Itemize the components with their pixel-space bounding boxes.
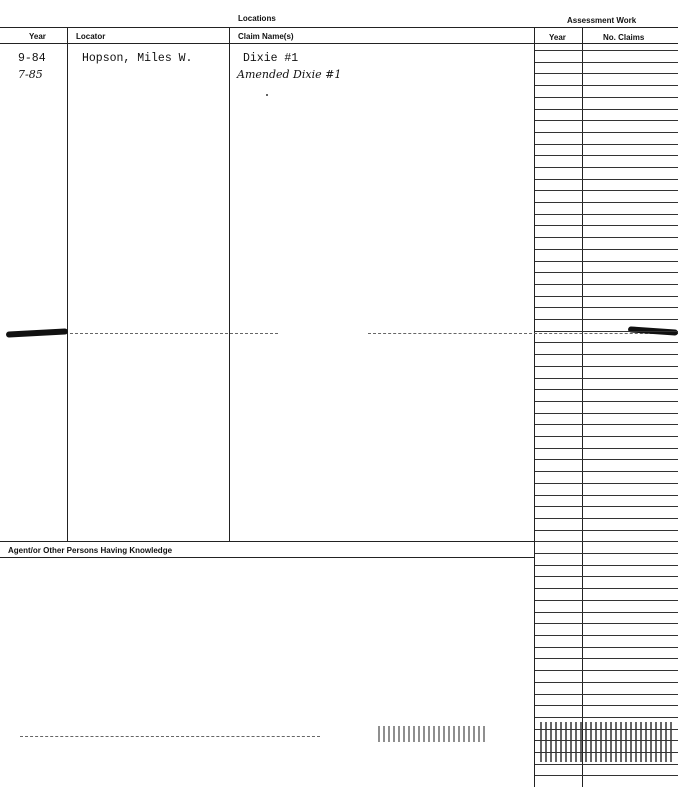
assessment-row-rule (535, 717, 678, 718)
assessment-row-rule (535, 249, 678, 250)
assessment-row-rule (535, 97, 678, 98)
assessment-row-rule (535, 729, 678, 730)
assessment-row-rule (535, 401, 678, 402)
assessment-row-rule (535, 389, 678, 390)
assessment-row-rule (535, 144, 678, 145)
assessment-row-rule (535, 307, 678, 308)
assessment-row-rule (535, 588, 678, 589)
assessment-row-rule (535, 518, 678, 519)
assessment-row-rule (535, 553, 678, 554)
assessment-row-rule (535, 424, 678, 425)
assessment-row-rule (535, 764, 678, 765)
assessment-row-rule (535, 261, 678, 262)
assessment-row-rule (535, 506, 678, 507)
assessment-row-rule (535, 284, 678, 285)
assessment-row-rule (535, 694, 678, 695)
assessment-row-rule (535, 705, 678, 706)
assessment-row-rule (535, 565, 678, 566)
entry-claim-name: Dixie #1 (243, 52, 299, 65)
assessment-row-rule (535, 120, 678, 121)
assessment-row-rule (535, 647, 678, 648)
entry-locator: Hopson, Miles W. (82, 52, 193, 65)
assessment-row-rule (535, 682, 678, 683)
assessment-row-rule (535, 155, 678, 156)
assessment-row-rule (535, 612, 678, 613)
assessment-row-rule (535, 50, 678, 51)
assessment-row-rule (535, 225, 678, 226)
assessment-work-header: Assessment Work (567, 16, 637, 25)
assessment-row-rule (535, 109, 678, 110)
punch-mark-left (6, 328, 68, 337)
entry-claim-handwritten: Amended Dixie #1 (237, 68, 342, 81)
ink-dot (266, 94, 268, 96)
assessment-row-rule (535, 740, 678, 741)
assessment-row-rule (535, 378, 678, 379)
assessment-row-rule (535, 342, 678, 343)
assessment-row-rule (535, 623, 678, 624)
assessment-row-rule (535, 179, 678, 180)
assessment-row-rule (535, 495, 678, 496)
assessment-row-rule (535, 296, 678, 297)
top-rule (0, 27, 678, 28)
assessment-row-rule (535, 752, 678, 753)
assessment-row-rule (535, 202, 678, 203)
assessment-row-rule (535, 600, 678, 601)
assessment-row-rule (535, 541, 678, 542)
locator-column-header: Locator (76, 32, 106, 41)
assessment-row-rule (535, 214, 678, 215)
column-divider-locator (229, 27, 230, 541)
year-column-header: Year (29, 32, 46, 41)
assessment-row-rule (535, 237, 678, 238)
assessment-row-rule (535, 85, 678, 86)
assessment-row-rule (535, 471, 678, 472)
agent-section-header: Agent/or Other Persons Having Knowledge (8, 546, 173, 555)
entry-year-handwritten: 7-85 (18, 68, 43, 81)
assessment-row-rule (535, 319, 678, 320)
assessment-row-rule (535, 530, 678, 531)
assessment-row-rule (535, 775, 678, 776)
assessment-row-rule (535, 62, 678, 63)
fold-line-right (368, 333, 678, 334)
assessment-row-rule (535, 366, 678, 367)
assessment-row-rule (535, 190, 678, 191)
assessment-row-rule (535, 576, 678, 577)
assessment-row-rule (535, 354, 678, 355)
locations-header: Locations (238, 14, 276, 23)
no-claims-column-header: No. Claims (603, 33, 645, 42)
assessment-row-rule (535, 459, 678, 460)
scan-noise (378, 726, 488, 742)
assessment-row-rule (535, 167, 678, 168)
assessment-row-rule (535, 413, 678, 414)
claim-names-column-header: Claim Name(s) (238, 32, 294, 41)
entry-year: 9-84 (18, 52, 46, 65)
column-divider-aw-year (582, 27, 583, 787)
assessment-row-rule (535, 483, 678, 484)
assessment-row-rule (535, 635, 678, 636)
agent-top-rule (0, 541, 535, 542)
assessment-row-rule (535, 132, 678, 133)
scan-artifact-line (20, 736, 320, 737)
assessment-row-rule (535, 436, 678, 437)
assessment-row-rule (535, 272, 678, 273)
assessment-row-rule (535, 658, 678, 659)
assessment-row-rule (535, 448, 678, 449)
column-divider-year (67, 27, 68, 541)
header-bottom-rule (0, 43, 678, 44)
assessment-row-rule (535, 331, 678, 332)
fold-line-left (70, 333, 278, 334)
column-divider-claims (534, 27, 535, 787)
aw-year-column-header: Year (549, 33, 566, 42)
assessment-row-rule (535, 73, 678, 74)
scan-noise-bottom-right (540, 722, 675, 762)
assessment-row-rule (535, 670, 678, 671)
agent-header-rule (0, 557, 535, 558)
